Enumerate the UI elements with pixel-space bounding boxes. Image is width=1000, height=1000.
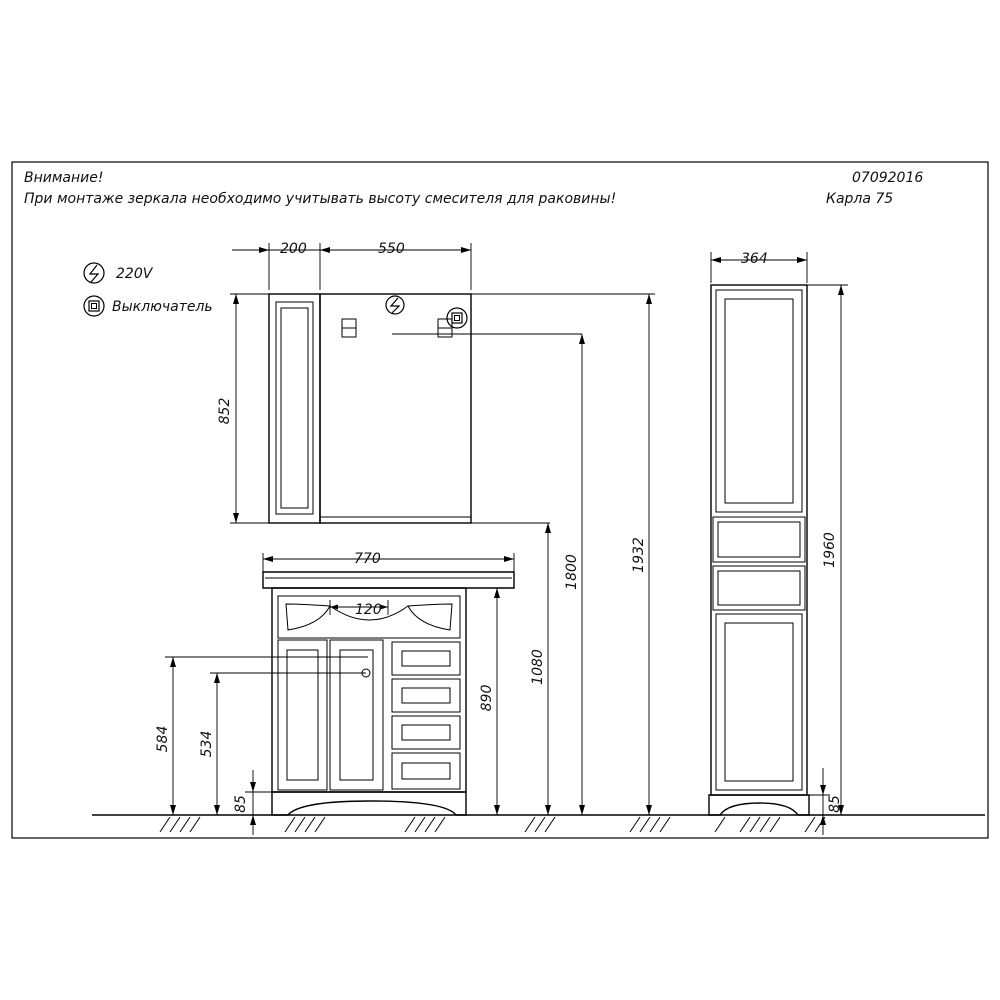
dim-drain-height-2: 534 xyxy=(199,730,215,758)
dim-mirror-height: 852 xyxy=(217,397,233,425)
vanity-unit xyxy=(263,572,514,815)
dim-vanity-height: 890 xyxy=(479,684,495,712)
attention-label: Внимание! xyxy=(24,170,104,186)
column-cabinet xyxy=(709,285,809,815)
drawing-code: 07092016 xyxy=(852,170,924,186)
dim-column-width: 364 xyxy=(741,251,768,267)
mirror-power-icon xyxy=(386,296,404,314)
mirror-cabinet xyxy=(269,294,471,523)
dim-column-plinth-height: 85 xyxy=(827,795,843,813)
mounting-note: При монтаже зеркала необходимо учитывать высоту смесителя для раковины! xyxy=(24,191,617,207)
dim-floor-to-socket: 1800 xyxy=(564,554,580,590)
switch-icon xyxy=(84,296,104,316)
dim-floor-to-mirror-bottom: 1080 xyxy=(530,649,546,685)
legend-switch-label: Выключатель xyxy=(112,299,213,315)
floor-line xyxy=(92,815,985,832)
dim-drain-height-1: 584 xyxy=(155,725,171,753)
dim-floor-to-mirror-top: 1932 xyxy=(631,537,647,573)
power-icon xyxy=(84,263,104,283)
model-name: Карла 75 xyxy=(826,191,894,207)
dim-plinth-height: 85 xyxy=(233,795,249,813)
dim-vanity-width: 770 xyxy=(354,551,381,567)
dimension-lines xyxy=(165,243,848,835)
legend-power-label: 220V xyxy=(116,266,153,282)
dim-mirror-cabinet-width: 200 xyxy=(280,241,307,257)
dim-column-height: 1960 xyxy=(822,532,838,568)
dim-mirror-width: 550 xyxy=(378,241,405,257)
dim-faucet-offset: 120 xyxy=(355,602,382,618)
mirror-switch-icon xyxy=(447,308,467,328)
